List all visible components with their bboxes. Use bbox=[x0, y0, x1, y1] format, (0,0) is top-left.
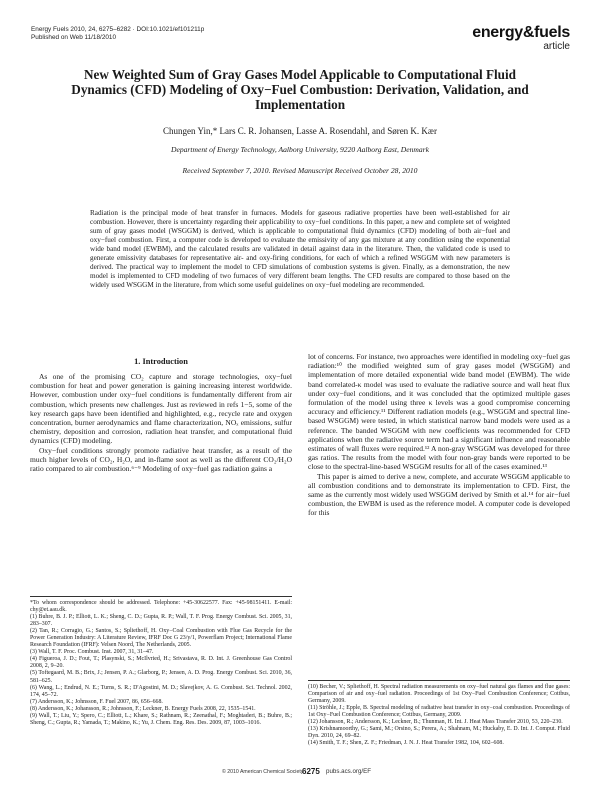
footnotes-right bbox=[308, 684, 570, 747]
footnote: (1) Buhre, B. J. P.; Elliott, L. K.; Sheng, C. D.; Gupta, R. P.; Wall, T. F. Prog. Energy Combust. Sci. 2005, 31, 283–307. bbox=[30, 614, 292, 628]
footnote: (8) Andersson, K.; Johansson, R.; Johnsson, F.; Leckner, B. Energy Fuels 2008, 22, 1535–1541. bbox=[30, 705, 256, 712]
published-date: Published on Web 11/18/2010 bbox=[31, 34, 117, 42]
received-dates: Received September 7, 2010. Revised Manuscript Received October 28, 2010 bbox=[182, 166, 418, 175]
footnote: (6) Wang, L.; Endrud, N. E.; Turns, S. R.; D'Agostini, M. D.; Slavejkov, A. G. Combust. Sci. Technol. 2002, 174, 45–72. bbox=[30, 684, 292, 698]
footnote: (10) Becher, V.; Spliethoff, H. Spectral radiation measurements on oxy−fuel natural gas flames and flue gases: Comparison of air and oxy−fuel radiation. Proceedings of 1st Oxy−Fuel Combustion Conference; Cottbus, Germany, 2009. bbox=[308, 684, 570, 705]
journal-logo bbox=[472, 24, 570, 52]
footnote: (7) Andersson, K.; Johnsson, F. Fuel 2007, 86, 656–668. bbox=[30, 698, 163, 705]
body-column-right bbox=[308, 352, 570, 518]
paragraph: Oxy−fuel conditions strongly promote radiative heat transfer, as a result of the much higher levels of CO₂, H₂O, and in-flame soot as well as the different CO₂/H₂O ratio compared to air combustion.⁶⁻⁹ Modeling of oxy−fuel gas radiation gains a bbox=[30, 445, 292, 474]
paragraph: lot of concerns. For instance, two approaches were identified in modeling oxy−fuel gas radiation:¹⁰ the modified weighted sum of gray gases model (WSGGM) and implementation of more detailed exponential wide band model (EWBM). The wide band correlated-κ model was used to evaluate the radiative source and wall heat flux under oxy−fuel conditions, and it was concluded that the optimized multiple gases formulation of the model using three κ levels was a good compromise concerning accuracy and efficiency.¹¹ Different radiation models (e.g., WSGGM and spectral line-based WSGGM) were tested, in which statistical narrow band models were used as a reference. The banded WSGGM with new coefficients was recommended for CFD applications when the radiative source term had a significant influence and reasonable estimates of wall fluxes were required.¹² A non-gray WSGGM was developed for three gas ratios. The results from the model with four non-gray bands were reported to be close to the spectral-line-based WSGGM results for all of the cases examined.¹³ bbox=[308, 352, 570, 472]
footnotes-left bbox=[30, 600, 292, 727]
footnote: (14) Smith, T. F.; Shen, Z. F.; Friedman, J. N. J. Heat Transfer 1982, 104, 602–608. bbox=[308, 740, 504, 747]
footnote: (9) Wall, T.; Liu, Y.; Spero, C.; Elliott, L.; Khare, S.; Rathnam, R.; Zeenathal, F.; Moghtaderi, B.; Buhre, B.; Sheng, C.; Gupta, R.; Yamada, T.; Makino, K.; Yu, J. Chem. Eng. Res. Des. 2009, 87, 1003–1016. bbox=[30, 712, 292, 726]
paragraph: This paper is aimed to derive a new, complete, and accurate WSGGM applicable to all combustion conditions and to demonstrate its implementation to CFD. First, the same as the currently most widely used WSGGM derived by Smith et al.¹⁴ for air−fuel combustion, the EWBM is used as the reference model. A computer code is developed for this bbox=[308, 471, 570, 518]
paragraph: As one of the promising CO₂ capture and storage technologies, oxy−fuel combustion for heat and power generation is gaining increasing interest worldwide. However, combustion under oxy−fuel conditions is fundamentally different from air combustion, which presents new challenges. Just as reviewed in refs 1−5, some of the key research gaps have been identified and highlighted, e.g., recycle rate and oxygen concentration, burner aerodynamics and flame characterization, NOₓ emissions, sulfur chemistry, deposition and corrosion, radiation heat transfer, and computational fluid dynamics (CFD) modeling. bbox=[30, 372, 292, 446]
article-type: article bbox=[543, 41, 570, 52]
footnote: *To whom correspondence should be addressed. Telephone: +45-30622577. Fax: +45-98151411. E-mail: chy@et.aau.dk. bbox=[30, 600, 292, 614]
journal-header bbox=[31, 26, 204, 42]
affiliation: Department of Energy Technology, Aalborg University, 9220 Aalborg East, Denmark bbox=[170, 145, 430, 154]
abstract: Radiation is the principal mode of heat transfer in furnaces. Models for gaseous radiative properties have been well-established for air combustion. However, there is uncertainty regarding their applicability to oxy−fuel conditions. In this paper, a new and complete set of weighted sum of gray gases model (WSGGM) is derived, which is applicable to computational fluid dynamics (CFD) modeling of both air−fuel and oxy−fuel combustion. First, a computer code is developed to evaluate the emissivity of any gas mixture at any condition using the exponential wide band model (EWBM), and the calculated results are validated in detail against data in the literature. Then, the validated code is used to generate emissivity databases for representative air- and oxy-firing conditions, for each of which a refined WSGGM with new parameters is derived. The practical way to implement the model to CFD simulations of combustion systems is given. Finally, as a demonstration, the new model is implemented to CFD modeling of two furnaces of very different beam lengths. The CFD results are compared to those based on the widely used WSGGM in the literature, from which some useful guidelines on oxy−fuel modeling are recommended. bbox=[90, 209, 510, 290]
footnote: (12) Johansson, R.; Andersson, K.; Leckner, B.; Thunman, H. Int. J. Heat Mass Transfer 2010, 53, 220–230. bbox=[308, 719, 563, 726]
footnote: (3) Wall, T. F. Proc. Combust. Inst. 2007, 31, 31–47. bbox=[30, 649, 154, 656]
footnote-divider bbox=[30, 596, 292, 597]
footnote: (5) Toftegaard, M. B.; Brix, J.; Jensen, P. A.; Glarborg, P.; Jensen, A. D. Prog. Energy Combust. Sci. 2010, 36, 581–625. bbox=[30, 670, 292, 684]
journal-url[interactable]: pubs.acs.org/EF bbox=[326, 768, 372, 775]
copyright: © 2010 American Chemical Society bbox=[222, 769, 304, 775]
journal-citation: Energy Fuels 2010, 24, 6275–6282 · DOI:10.1021/ef101211p bbox=[31, 26, 205, 33]
footnote: (13) Krishnamoorthy, G.; Sami, M.; Orsino, S.; Perera, A.; Shahnam, M.; Huckaby, E. D. Int. J. Comput. Fluid Dyn. 2010, 24, 69–82. bbox=[308, 726, 570, 740]
body-column-left bbox=[30, 372, 292, 473]
paper-title: New Weighted Sum of Gray Gases Model Applicable to Computational Fluid Dynamics (CFD) Modeling of Oxy−Fuel Combustion: Derivation, Validation, and Implementation bbox=[71, 67, 529, 113]
footnote: (11) Ströhle, J.; Epple, B. Spectral modeling of radiative heat transfer in oxy−coal combustion. Proceedings of 1st Oxy−Fuel Combustion Conference; Cottbus, Germany, 2009. bbox=[308, 705, 570, 719]
logo-name: energy&fuels bbox=[472, 24, 570, 41]
footnote: (2) Tan, R.; Corragio, G.; Santos, S.; Spliethoff, H. Oxy−Coal Combustion with Flue Gas Recycle for the Power Generation Industry: A Literature Review, IFRF Doc G 23/y/1, Powerflam Project; International Flame Research Foundation (IFRF): Velsen Noord, The Netherlands, 2005. bbox=[30, 628, 292, 649]
footnote: (4) Figueroa, J. D.; Fout, T.; Plasynski, S.; McIlvried, H.; Srivastava, R. D. Int. J. Greenhouse Gas Control 2008, 2, 9–20. bbox=[30, 656, 292, 670]
footnote-divider bbox=[308, 680, 570, 681]
author-list: Chungen Yin,* Lars C. R. Johansen, Lasse A. Rosendahl, and Søren K. Kær bbox=[163, 126, 437, 136]
page-number: 6275 bbox=[302, 767, 320, 776]
section-heading: 1. Introduction bbox=[134, 357, 188, 366]
